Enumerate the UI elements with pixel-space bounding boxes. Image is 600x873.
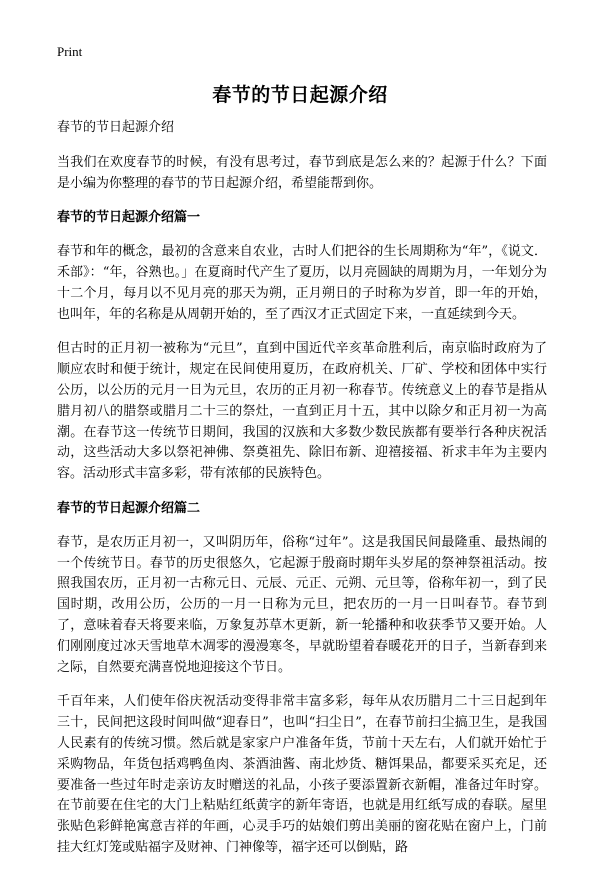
section-heading-2: 春节的节日起源介绍篇二 — [57, 500, 201, 516]
section2-paragraph-2: 千百年来，人们使年俗庆祝活动变得非常丰富多彩，每年从农历腊月二十三日起到年三十，民间把这段时间叫做“迎春日”，也叫“扫尘日”，在春节前扫尘搞卫生，是我国人民素有的传统习惯。然后就是家家户户准备年货，节前十天左右，人们就开始忙于采购物品，年货包括鸡鸭鱼肉、茶酒油酱、南北炒货、糖饵果品，都要采买充足，还要准备一些过年时走亲访友时赠送的礼品，小孩子要添置新衣新帽，准备过年时穿。在节前要在住宅的大门上粘贴红纸黄字的新年寄语，也就是用红纸写成的春联。屋里张贴色彩鲜艳寓意吉祥的年画，心灵手巧的姑娘们剪出美丽的窗花贴在窗户上，门前挂大红灯笼或贴福字及财神、门神像等，福字还可以倒贴，路 — [57, 694, 547, 855]
section1-paragraph-2: 但古时的正月初一被称为“元旦”，直到中国近代辛亥革命胜利后，南京临时政府为了顺应农时和便于统计，规定在民间使用夏历，在政府机关、厂矿、学校和团体中实行公历，以公历的元月一日为元旦，农历的正月初一称春节。传统意义上的春节是指从腊月初八的腊祭或腊月二十三的祭灶，一直到正月十五，其中以除夕和正月初一为高潮。在春节这一传统节日期间，我国的汉族和大多数少数民族都有要举行各种庆祝活动，这些活动大多以祭祀神佛、祭奠祖先、除旧布新、迎禧接福、祈求丰年为主要内容。活动形式丰富多彩，带有浓郁的民族特色。 — [57, 341, 547, 482]
print-label: Print — [57, 44, 83, 59]
section1-paragraph-1: 春节和年的概念，最初的含意来自农业，古时人们把谷的生长周期称为“年”，《说文．禾部》：“年，谷熟也。」在夏商时代产生了夏历，以月亮圆缺的周期为月，一年划分为十二个月，每月以不见月亮的那天为朔，正月朔日的子时称为岁首，即一年的开始，也叫年，年的名称是从周朝开始的，至了西汉才正式固定下来，一直延续到今天。 — [57, 244, 547, 322]
article-body — [57, 118, 547, 873]
section-heading-1: 春节的节日起源介绍篇一 — [57, 210, 201, 226]
intro-paragraph: 当我们在欢度春节的时候，有没有思考过，春节到底是怎么来的？起源于什么？下面是小编为你整理的春节的节日起源介绍，希望能帮到你。 — [57, 154, 547, 191]
section2-paragraph-1: 春节，是农历正月初一，又叫阴历年，俗称“过年”。这是我国民间最隆重、最热闹的一个传统节日。春节的历史很悠久，它起源于殷商时期年头岁尾的祭神祭祖活动。按照我国农历，正月初一古称元日、元辰、元正、元朔、元旦等，俗称年初一，到了民国时期，改用公历，公历的一月一日称为元旦，把农历的一月一日叫春节。春节到了，意味着春天将要来临，万象复苏草木更新，新一轮播种和收获季节又要开始。人们刚刚度过冰天雪地草木凋零的漫漫寒冬，早就盼望着春暖花开的日子，当新春到来之际，自然要充满喜悦地迎接这个节日。 — [57, 534, 547, 675]
page-title: 春节的节日起源介绍 — [212, 84, 388, 106]
article-subtitle: 春节的节日起源介绍 — [57, 120, 175, 135]
